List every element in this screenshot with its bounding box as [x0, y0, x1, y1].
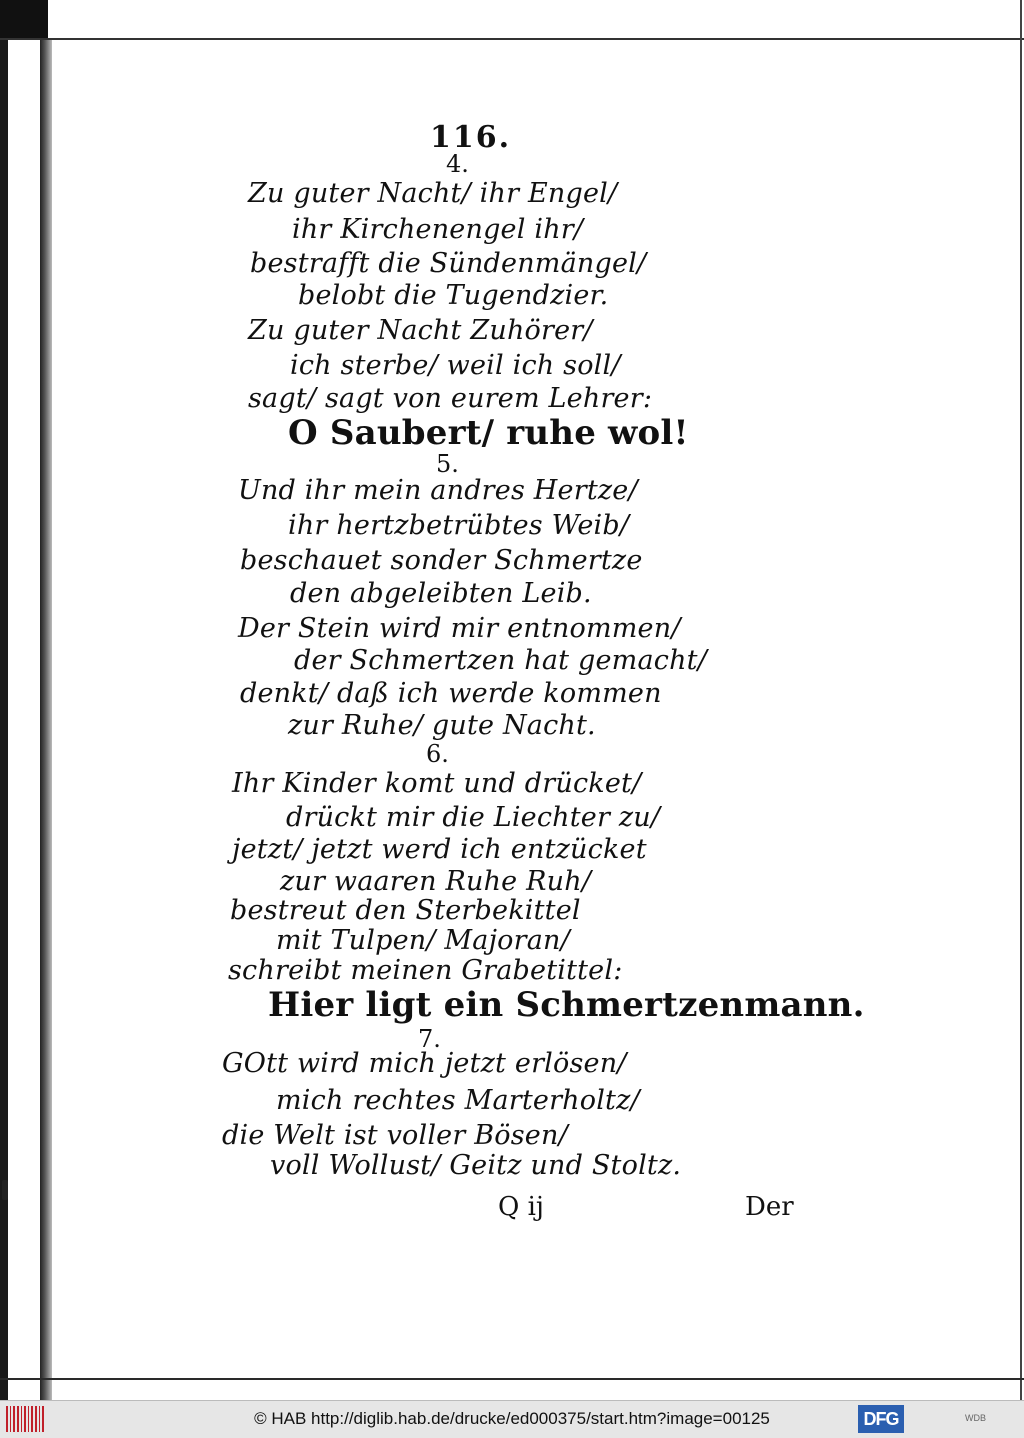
verse-line: mich rechtes Marterholtz/ — [276, 1085, 640, 1116]
verse-line: drückt mir die Liechter zu/ — [286, 802, 661, 833]
wdb-mark: WDB — [965, 1413, 986, 1423]
verse-line: denkt/ daß ich werde kommen — [240, 678, 662, 709]
verse-line: schreibt meinen Grabetittel: — [228, 955, 623, 986]
verse-line: beschauet sonder Schmertze — [240, 545, 643, 576]
verse-line: ich sterbe/ weil ich soll/ — [290, 350, 621, 381]
verse-line: bestreut den Sterbekittel — [230, 895, 581, 926]
stanza-number: 5. — [436, 450, 459, 478]
stanza-number: 6. — [426, 740, 449, 768]
scan-corner — [0, 0, 48, 40]
book-binding — [40, 40, 52, 1400]
footer-bar — [0, 1400, 1024, 1438]
stanza-number: 7. — [418, 1025, 441, 1053]
verse-line: Ihr Kinder komt und drücket/ — [232, 768, 642, 799]
page-number: 116. — [430, 120, 512, 155]
scan-left-border — [0, 40, 8, 1420]
verse-line: Und ihr mein andres Hertze/ — [238, 475, 638, 506]
verse-line: mit Tulpen/ Majoran/ — [276, 925, 570, 956]
verse-line: Zu guter Nacht Zuhörer/ — [248, 315, 593, 346]
verse-line: ihr Kirchenengel ihr/ — [292, 214, 584, 245]
verse-line: ihr hertzbetrübtes Weib/ — [288, 510, 630, 541]
verse-line: der Schmertzen hat gemacht/ — [294, 645, 708, 676]
verse-line-emphasis: O Saubert/ ruhe wol! — [288, 413, 689, 453]
verse-line: Der Stein wird mir entnommen/ — [238, 613, 681, 644]
verse-line: zur waaren Ruhe Ruh/ — [280, 866, 592, 897]
catchword: Der — [745, 1192, 794, 1222]
verse-line: bestrafft die Sündenmängel/ — [250, 248, 647, 279]
scan-right-edge — [1020, 0, 1022, 1400]
stanza-number: 4. — [446, 150, 469, 178]
binding-mark — [2, 1180, 8, 1200]
verse-line: voll Wollust/ Geitz und Stoltz. — [270, 1150, 682, 1181]
verse-line: Zu guter Nacht/ ihr Engel/ — [248, 178, 618, 209]
verse-line: belobt die Tugendzier. — [298, 280, 609, 311]
verse-line: zur Ruhe/ gute Nacht. — [288, 710, 596, 741]
verse-line: sagt/ sagt von eurem Lehrer: — [248, 383, 653, 414]
verse-line: jetzt/ jetzt werd ich entzücket — [232, 834, 647, 865]
copyright-link[interactable]: © HAB http://diglib.hab.de/drucke/ed000375/start.htm?image=00125 — [254, 1409, 770, 1428]
verse-line-emphasis: Hier ligt ein Schmertzenmann. — [268, 985, 865, 1025]
scan-bottom-edge — [0, 1378, 1024, 1380]
verse-line: die Welt ist voller Bösen/ — [222, 1120, 568, 1151]
scan-top-edge — [0, 38, 1024, 40]
verse-line: GOtt wird mich jetzt erlösen/ — [222, 1048, 627, 1079]
dfg-logo: DFG — [858, 1405, 904, 1433]
verse-line: den abgeleibten Leib. — [290, 578, 592, 609]
signature-mark: Q ij — [498, 1192, 544, 1222]
